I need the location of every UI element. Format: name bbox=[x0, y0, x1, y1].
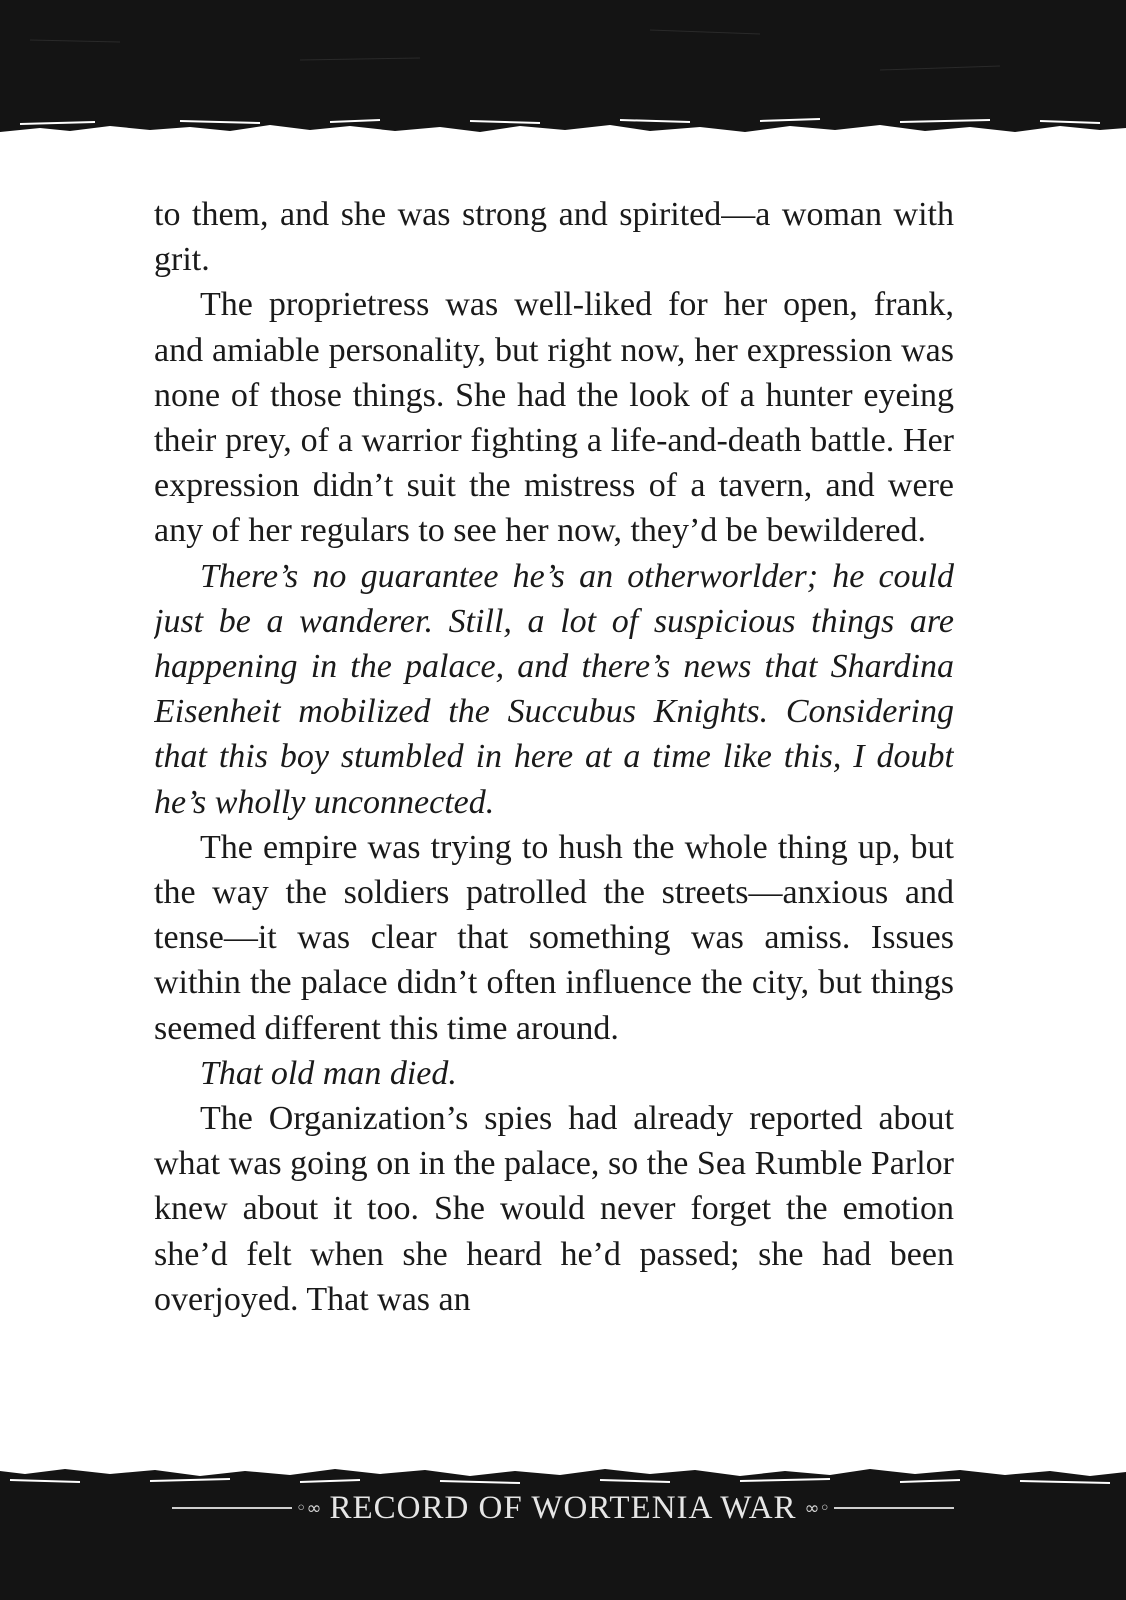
footer-ornament-right: ∞◦ bbox=[804, 1497, 831, 1519]
paragraph-2: The proprietress was well-liked for her open, frank, and amiable personality, but right now, her expression was none of those things. She had the look of a hunter eyeing their prey, of a warrior fighting a life-and-death battle. Her expression didn’t suit the mistress of a tavern, and were any of her regulars to see her now, they’d be bewildered. bbox=[154, 286, 954, 550]
bottom-ink-band bbox=[0, 1462, 1126, 1600]
top-brush-edge bbox=[0, 0, 1126, 140]
paragraph-6: The Organization’s spies had already reported about what was going on in the palace, so the Sea Rumble Parlor knew about it too. She would never forget the emotion she’d felt when she heard he’d passed; she had been overjoyed. That was an bbox=[154, 1100, 954, 1318]
paragraph-4: The empire was trying to hush the whole thing up, but the way the soldiers patrolled the streets—anxious and tense—it was clear that something was amiss. Issues within the palace didn’t often influence the city, but things seemed different this time around. bbox=[154, 828, 954, 1047]
top-ink-band bbox=[0, 0, 1126, 140]
footer-ornament-left: ◦∞ bbox=[295, 1497, 322, 1519]
paragraph-1: to them, and she was strong and spirited—a woman with grit. bbox=[154, 196, 954, 279]
paragraph-5-thought: That old man died. bbox=[200, 1054, 457, 1092]
footer-title-text: RECORD OF WORTENIA WAR bbox=[329, 1489, 797, 1526]
footer-series-title bbox=[0, 1488, 1126, 1528]
page-body-text bbox=[154, 192, 954, 1407]
bottom-brush-edge bbox=[0, 1462, 1126, 1600]
footer-rule-left bbox=[172, 1507, 292, 1509]
footer-rule-right bbox=[834, 1507, 954, 1509]
paragraph-3-thought: There’s no guarantee he’s an otherworlder; he could just be a wanderer. Still, a lot of suspicious things are happening in the palace, and there’s news that Shardina Eisenheit mobilized the Succubus Knights. Considering that this boy stumbled in here at a time like this, I doubt he’s wholly unconnected. bbox=[154, 557, 954, 821]
